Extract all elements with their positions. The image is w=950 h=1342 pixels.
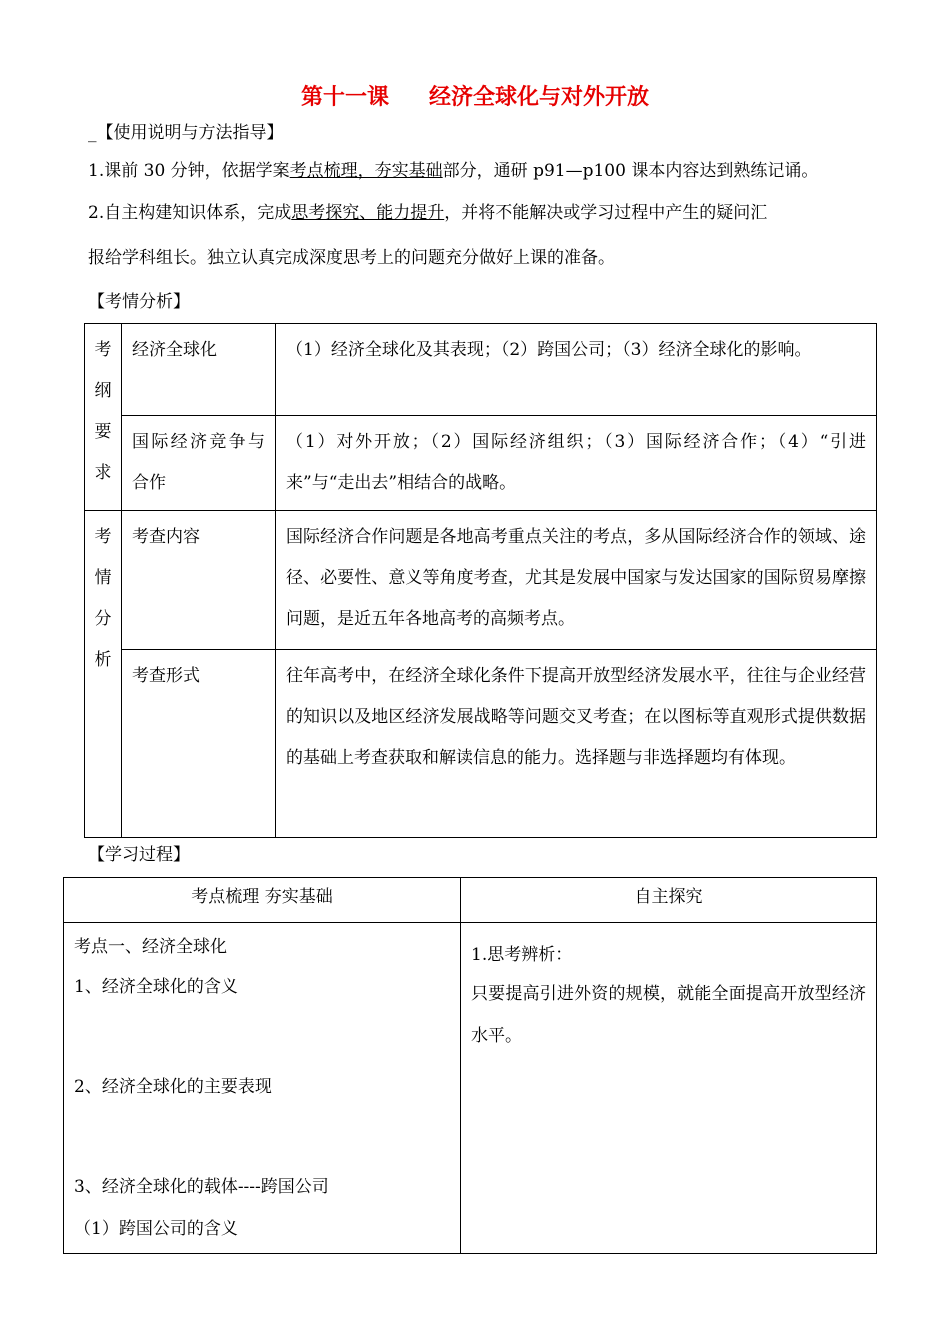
left-header: 考点梳理 夯实基础 — [64, 878, 461, 923]
question-text: 只要提高引进外资的规模，就能全面提高开放型经济水平。 — [471, 984, 866, 1046]
table-row — [64, 878, 877, 923]
lesson-number: 第十一课 — [300, 85, 389, 110]
learning-heading: 【学习过程】 — [88, 845, 190, 865]
page-title — [0, 80, 950, 111]
usage-item-2-cont: 报给学科组长。独立认真完成深度思考上的问题充分做好上课的准备。 — [88, 248, 615, 268]
row-content: （1）经济全球化及其表现；（2）跨国公司；（3）经济全球化的影响。 — [276, 324, 877, 416]
learning-table — [63, 877, 877, 1254]
row-content: （1）对外开放；（2）国际经济组织；（3）国际经济合作；（4）“引进来”与“走出去”相结合的战略。 — [276, 416, 877, 511]
usage-item-2-b: 思考探究、能力提升 — [291, 203, 445, 223]
table-row — [64, 923, 877, 1254]
table-row — [85, 511, 877, 650]
analysis-table — [84, 323, 877, 838]
list-item: 1、经济全球化的含义 — [74, 977, 238, 997]
row-topic: 国际经济竞争与合作 — [122, 416, 276, 511]
row-topic: 考查形式 — [122, 650, 276, 838]
point-heading: 考点一、经济全球化 — [74, 937, 227, 957]
row-content: 往年高考中，在经济全球化条件下提高开放型经济发展水平，往往与企业经营的知识以及地区经济发展战略等问题交叉考查；在以图标等直观形式提供数据的基础上考查获取和解读信息的能力。选择题与非选择题均有体现。 — [276, 650, 877, 838]
group-label-analysis: 考 情 分 析 — [85, 511, 122, 838]
analysis-heading: 【考情分析】 — [88, 292, 190, 312]
list-item: 2、经济全球化的主要表现 — [74, 1077, 272, 1097]
right-header: 自主探究 — [461, 878, 877, 923]
usage-item-1-b: 考点梳理，夯实基础 — [289, 161, 443, 181]
usage-heading: _【使用说明与方法指导】 — [88, 123, 284, 143]
row-topic: 经济全球化 — [122, 324, 276, 416]
table-row — [85, 416, 877, 511]
table-row — [85, 650, 877, 838]
question-title: 1.思考辨析： — [471, 945, 573, 965]
usage-item-1 — [88, 156, 818, 181]
list-item: 3、经济全球化的载体----跨国公司 — [74, 1177, 329, 1197]
right-column — [461, 923, 877, 1254]
group-label-outline: 考 纲 要 求 — [85, 324, 122, 511]
usage-item-2-c: ，并将不能解决或学习过程中产生的疑问汇 — [444, 203, 768, 223]
usage-item-1-a: 1.课前 30 分钟，依据学案 — [88, 161, 290, 181]
usage-item-2 — [88, 198, 767, 223]
table-row — [85, 324, 877, 416]
usage-item-1-c: 部分，通研 p91—p100 课本内容达到熟练记诵。 — [442, 161, 819, 181]
lesson-topic: 经济全球化与对外开放 — [429, 85, 650, 110]
list-item: （1）跨国公司的含义 — [74, 1219, 238, 1239]
row-content: 国际经济合作问题是各地高考重点关注的考点，多从国际经济合作的领域、途径、必要性、意义等角度考查，尤其是发展中国家与发达国家的国际贸易摩擦问题，是近五年各地高考的高频考点。 — [276, 511, 877, 650]
usage-item-2-a: 2.自主构建知识体系，完成 — [88, 203, 292, 223]
row-topic: 考查内容 — [122, 511, 276, 650]
left-column — [64, 923, 461, 1254]
